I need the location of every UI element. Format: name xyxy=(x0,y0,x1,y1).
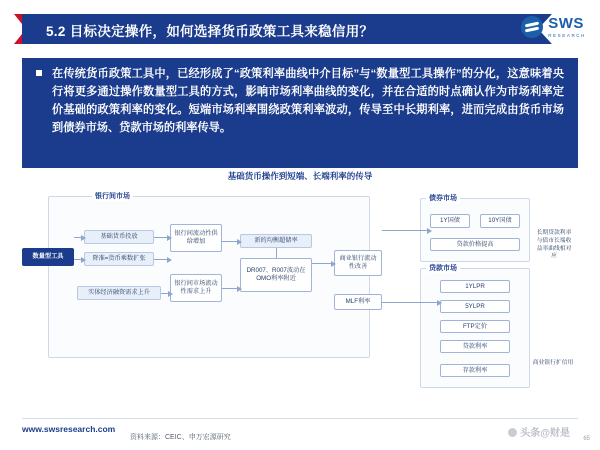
node-lpr-1y: 1YLPR xyxy=(440,280,510,293)
footer-source: 资料来源：CEIC、申万宏源研究 xyxy=(130,434,231,441)
footer-divider xyxy=(22,418,578,419)
bullet-marker xyxy=(36,70,42,76)
node-real-economy: 实体经济融资需求上升 xyxy=(77,286,161,300)
logo-sub-text: RESEARCH xyxy=(548,33,586,38)
watermark-icon xyxy=(508,428,517,437)
footer-url[interactable]: www.swsresearch.com xyxy=(22,424,116,434)
panel-bond xyxy=(420,198,530,262)
connector-liquidity-to-rate xyxy=(222,241,238,242)
sws-logo xyxy=(521,16,586,39)
node-quantity-tool: 数量型工具 xyxy=(22,248,74,266)
side-text-bank-credit: 商业银行扩信用 xyxy=(532,360,574,366)
node-deposit-rate: 存款利率 xyxy=(440,364,510,377)
body-text-block xyxy=(22,58,578,168)
node-lpr-5y: 5YLPR xyxy=(440,300,510,313)
connector-tool-to-scale xyxy=(74,259,82,260)
page-number: 65 xyxy=(583,436,590,442)
node-bond-1y: 1Y国债 xyxy=(430,214,470,228)
watermark xyxy=(508,424,570,439)
node-dr007: DR007、R007波动在OMO利率附近 xyxy=(240,258,312,292)
node-interbank-liquidity: 银行间流动性供给增加 xyxy=(170,224,222,252)
node-interbank-demand: 银行间市场流动性需求上升 xyxy=(170,274,222,302)
node-bond-10y: 10Y国债 xyxy=(480,214,520,228)
connector-economy-to-demand xyxy=(161,293,169,294)
sws-logo-icon xyxy=(521,16,543,38)
diagram-area xyxy=(22,168,578,408)
logo-main-text: SWS xyxy=(548,15,584,32)
logo-text xyxy=(548,16,586,39)
connector-scale-to-liquidity xyxy=(154,259,168,260)
connector-dr007-to-commercial xyxy=(312,263,332,264)
node-bond-price: 贷款价格提高 xyxy=(430,238,520,251)
connector-demand-to-dr007 xyxy=(222,288,238,289)
body-paragraph: 在传统货币政策工具中，已经形成了“政策利率曲线中介目标”与“数量型工具操作”的分化，这意味着央行将更多通过操作数量型工具的方式，影响市场利率曲线的变化，并在合适的时点确认作为市场利率定价基础的政策利率的变化。短端市场利率围绕政策利率波动，传导至中长期利率，进而完成由货币市场到债券市场、贷款市场的利率传导。 xyxy=(52,68,564,135)
node-base-money-supply: 基础货币投放 xyxy=(84,230,154,244)
slide-header xyxy=(0,8,600,50)
connector-mlf-to-loan xyxy=(382,302,438,303)
diagram-title: 基础货币操作到短端、长端利率的传导 xyxy=(227,171,373,181)
node-loan-rate: 贷款利率 xyxy=(440,340,510,353)
node-ftp: FTP定价 xyxy=(440,320,510,333)
panel-interbank-label: 银行间市场 xyxy=(92,191,133,201)
node-new-avg-rate: 新的均衡超储率 xyxy=(240,234,312,248)
connector-commercial-to-bond xyxy=(382,230,428,231)
node-scale-expand: 降准=货币乘数扩张 xyxy=(84,252,154,266)
panel-bond-label: 债券市场 xyxy=(426,193,460,203)
connector-rate-to-dr007 xyxy=(276,248,277,258)
page-title: 5.2 目标决定操作，如何选择货币政策工具来稳信用？ xyxy=(46,24,374,39)
node-commercial-liquidity: 商业银行流动性改善 xyxy=(334,250,382,276)
connector-supply-to-liquidity xyxy=(154,237,168,238)
connector-tool-to-supply xyxy=(74,237,82,238)
side-text-curve: 长期贷款利率与债市长端收益率曲线相对应 xyxy=(536,230,572,260)
watermark-text: 头条@财是 xyxy=(520,428,570,439)
panel-loan-label: 贷款市场 xyxy=(426,263,460,273)
node-mlf: MLF利率 xyxy=(334,294,382,310)
